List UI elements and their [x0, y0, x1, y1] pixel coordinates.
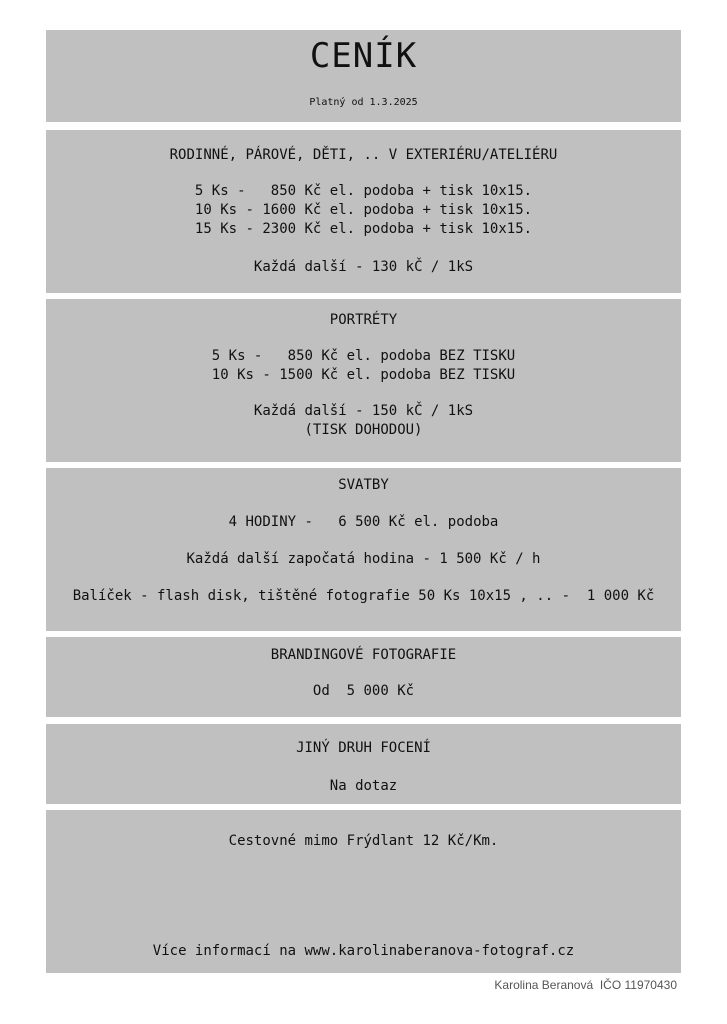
section-portraits: [46, 299, 681, 462]
price-line: Od 5 000 Kč: [312, 683, 415, 699]
section-weddings: [46, 468, 681, 631]
section-heading: RODINNÉ, PÁROVÉ, DĚTI, .. V EXTERIÉRU/ATELIÉRU: [169, 147, 558, 163]
section-family: [46, 130, 681, 293]
price-line: 4 HODINY - 6 500 Kč el. podoba: [228, 514, 499, 530]
section-heading: BRANDINGOVÉ FOTOGRAFIE: [270, 647, 457, 663]
section-travel: [46, 810, 681, 973]
extra-price: Každá další - 130 kČ / 1kS: [253, 259, 474, 275]
price-line: 15 Ks - 2300 Kč el. podoba + tisk 10x15.: [194, 221, 533, 237]
section-other: [46, 724, 681, 804]
footer-owner: Karolina Beranová IČO 11970430: [494, 978, 677, 992]
page-title: CENÍK: [309, 36, 418, 76]
section-heading: JINÝ DRUH FOCENÍ: [296, 740, 431, 756]
price-line: Každá další započatá hodina - 1 500 Kč / h: [186, 551, 541, 567]
price-line: 5 Ks - 850 Kč el. podoba BEZ TISKU: [211, 348, 516, 364]
section-heading: PORTRÉTY: [329, 312, 398, 328]
website-info: Více informací na www.karolinaberanova-fotograf.cz: [152, 943, 575, 959]
extra-price: Každá další - 150 kČ / 1kS: [253, 403, 474, 419]
price-line: 5 Ks - 850 Kč el. podoba + tisk 10x15.: [194, 183, 533, 199]
valid-from: Platný od 1.3.2025: [309, 97, 418, 108]
travel-cost: Cestovné mimo Frýdlant 12 Kč/Km.: [228, 833, 499, 849]
print-note: (TISK DOHODOU): [304, 422, 423, 438]
price-line: 10 Ks - 1500 Kč el. podoba BEZ TISKU: [211, 367, 516, 383]
package-line: Balíček - flash disk, tištěné fotografie 50 Ks 10x15 , .. - 1 000 Kč: [72, 588, 655, 604]
price-line: Na dotaz: [329, 778, 398, 794]
section-heading: SVATBY: [338, 477, 389, 493]
section-branding: [46, 637, 681, 717]
header-block: [46, 30, 681, 122]
price-line: 10 Ks - 1600 Kč el. podoba + tisk 10x15.: [194, 202, 533, 218]
